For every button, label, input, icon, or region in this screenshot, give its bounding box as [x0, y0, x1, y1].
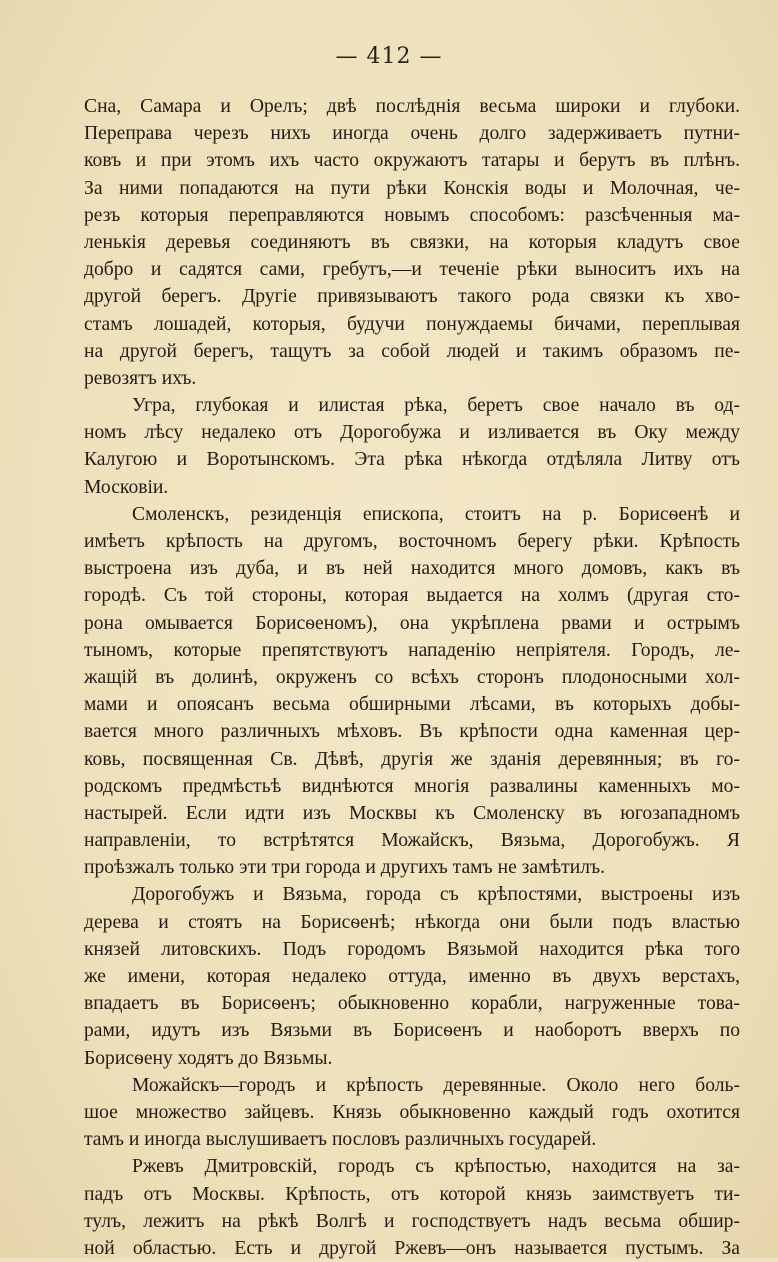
text-line: впадаетъ въ Борисѳенъ; обыкновенно корабли, нагруженные това-: [84, 993, 740, 1015]
text-line: резъ которыя переправляются новымъ способомъ: разсѣченныя ма-: [84, 204, 740, 226]
text-line: Переправа черезъ нихъ иногда очень долго задерживаетъ путни-: [84, 123, 740, 145]
text-line: дерева и стоятъ на Борисѳенѣ; нѣкогда они были подъ властью: [84, 911, 740, 933]
body-text: [84, 93, 740, 1262]
text-line: Сна, Самара и Орелъ; двѣ послѣднія весьма широки и глубоки.: [84, 96, 740, 117]
text-line: Борисѳену ходятъ до Вязьмы.: [84, 1047, 333, 1069]
text-line: шое множество зайцевъ. Князь обыкновенно каждый годъ охотится: [84, 1101, 740, 1123]
text-line: номъ лѣсу недалеко отъ Дорогобужа и изливается въ Оку между: [84, 422, 740, 444]
text-line: ревозятъ ихъ.: [84, 367, 197, 389]
text-line: За ними попадаются на пути рѣки Конскія воды и Молочная, че-: [84, 177, 740, 199]
text-line: ной областью. Есть и другой Ржевъ—онъ называется пустымъ. За: [84, 1237, 740, 1259]
text-line: жащій въ долинѣ, окруженъ со всѣхъ сторонъ плодоносными хол-: [84, 666, 740, 688]
page-number: — 412 —: [335, 44, 443, 69]
text-line: же имени, которая недалеко оттуда, именно въ двухъ верстахъ,: [84, 966, 740, 987]
text-line: Ржевъ Дмитровскій, городъ съ крѣпостью, находится на за-: [132, 1156, 740, 1178]
text-line: тамъ и иногда выслушиваетъ пословъ различныхъ государей.: [84, 1129, 597, 1151]
paragraph: [84, 93, 740, 392]
paragraph: [84, 1153, 740, 1262]
text-line: мами и опоясанъ весьма обширными лѣсами, въ которыхъ добы-: [84, 694, 740, 716]
text-line: Можайскъ—городъ и крѣпость деревянные. Около него боль-: [132, 1074, 740, 1096]
text-line: тыномъ, которые препятствуютъ нападенію непріятеля. Городъ, ле-: [84, 639, 740, 661]
text-line: рона омывается Борисѳеномъ), она укрѣплена рвами и острымъ: [84, 612, 740, 634]
text-line: тулъ, лежитъ на рѣкѣ Волгѣ и господствуетъ надъ весьма обшир-: [84, 1210, 740, 1232]
text-line: выстроена изъ дуба, и въ ней находится много домовъ, какъ въ: [84, 558, 740, 580]
text-line: направленіи, то встрѣтятся Можайскъ, Вязьма, Дорогобужъ. Я: [84, 830, 740, 852]
text-line: имѣетъ крѣпость на другомъ, восточномъ берегу рѣки. Крѣпость: [84, 531, 740, 552]
text-line: ковь, посвященная Св. Дѣвѣ, другія же зданія деревянныя; въ го-: [84, 748, 740, 770]
text-line: Калугою и Воротынскомъ. Эта рѣка нѣкогда отдѣляла Литву отъ: [84, 449, 740, 471]
text-line: Дорогобужъ и Вязьма, города съ крѣпостями, выстроены изъ: [132, 884, 740, 906]
text-line: рами, идутъ изъ Вязьми въ Борисѳенъ и наоборотъ вверхъ по: [84, 1020, 740, 1042]
text-line: вается много различныхъ мѣховъ. Въ крѣпости одна каменная цер-: [84, 721, 740, 743]
text-line: ленькія деревья соединяютъ въ связки, на которыя кладутъ свое: [84, 231, 740, 253]
text-line: на другой берегъ, тащутъ за собой людей и такимъ образомъ пе-: [84, 340, 740, 362]
text-line: падъ отъ Москвы. Крѣпость, отъ которой князь заимствуетъ ти-: [84, 1183, 740, 1205]
text-line: настырей. Если идти изъ Москвы къ Смоленску въ югозападномъ: [84, 802, 740, 824]
paragraph: [84, 1072, 740, 1154]
text-line: ковъ и при этомъ ихъ часто окружаютъ татары и берутъ въ плѣнъ.: [84, 150, 740, 172]
text-line: городѣ. Съ той стороны, которая выдается на холмъ (другая сто-: [84, 585, 740, 607]
text-line: Угра, глубокая и илистая рѣка, беретъ свое начало въ од-: [132, 395, 740, 417]
text-line: стамъ лошадей, которыя, будучи понуждаемы бичами, переплывая: [84, 313, 740, 335]
text-line: Московіи.: [84, 476, 169, 498]
text-line: проѣзжалъ только эти три города и другихъ тамъ не замѣтилъ.: [84, 857, 606, 879]
text-line: князей литовскихъ. Подъ городомъ Вязьмой находится рѣка того: [84, 938, 740, 960]
paragraph: [84, 881, 740, 1071]
text-line: Смоленскъ, резиденція епископа, стоитъ на р. Борисѳенѣ и: [132, 503, 740, 525]
paragraph: [84, 392, 740, 501]
text-line: другой берегъ. Другіе привязываютъ такого рода связки къ хво-: [84, 286, 740, 308]
text-line: родскомъ предмѣстьѣ виднѣются многія развалины каменныхъ мо-: [84, 775, 740, 797]
paragraph: [84, 501, 740, 882]
text-line: добро и садятся сами, гребутъ,—и теченіе рѣки выноситъ ихъ на: [84, 259, 740, 281]
